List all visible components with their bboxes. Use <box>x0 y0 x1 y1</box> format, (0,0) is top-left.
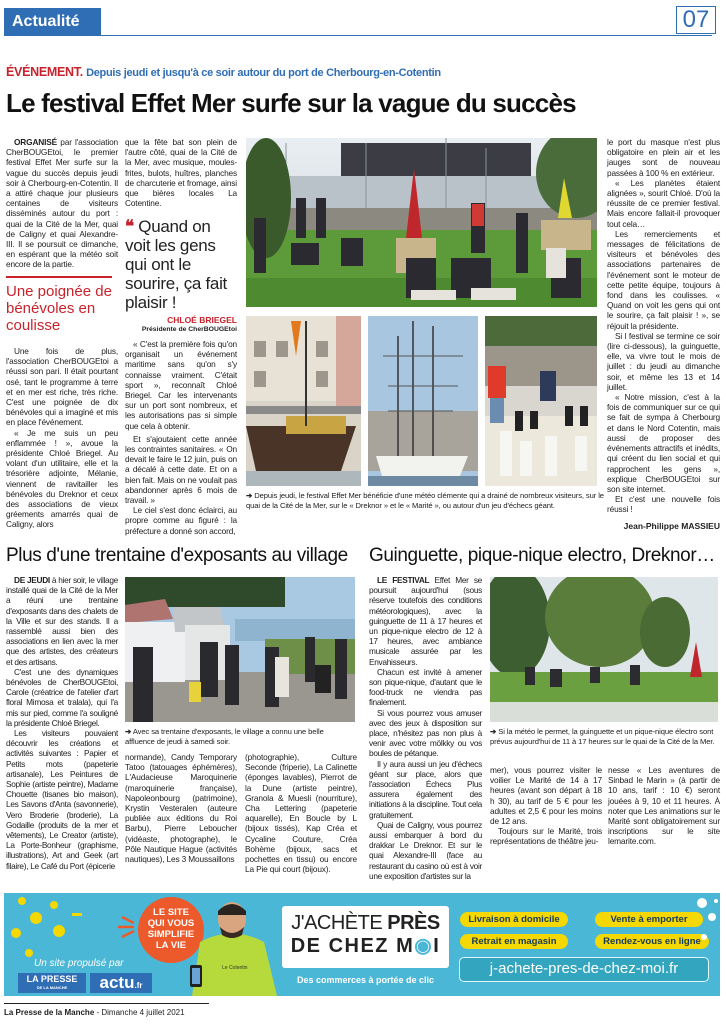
propulse-text: Un site propulsé par <box>34 958 124 969</box>
festival-crowd-photo <box>246 138 597 307</box>
village-title: Plus d'une trentaine d'exposants au village <box>6 545 348 566</box>
brand-text: DE CHEZ M <box>290 935 415 957</box>
brand-line1 <box>282 912 449 934</box>
paragraph: Toujours sur le Marité, trois représentations de théâtre jeu- <box>490 826 602 847</box>
quote-role: Présidente de CherBOUGEtoi <box>141 326 237 333</box>
footer <box>4 1008 185 1017</box>
man-with-phone-illustration <box>182 897 282 996</box>
badge-line: LA VIE <box>155 940 187 951</box>
paragraph: Si vous pourrez vous amuser avec des jeux à disposition sur place, n'hésitez pas non plus à venir avec votre mölkky ou vos boules de pétanque. <box>369 707 482 759</box>
quote-text: Quand on voit les gens qui ont le sourire, ça fait plaisir ! <box>125 217 227 312</box>
lead-word: ORGANISÉ <box>14 137 58 147</box>
main-col1 <box>6 346 118 530</box>
subhead-rule <box>6 276 112 278</box>
service-pill: Livraison à domicile <box>460 912 568 927</box>
logo-tld: .fr <box>134 981 143 990</box>
issue-date: Dimanche 4 juillet 2021 <box>101 1008 185 1017</box>
village-col2 <box>125 752 237 864</box>
paragraph: nesse « Les aventures de Sinbad le Marin » (à partir de 10 ans, tarif : 10 €) seront jouées à 9, 10 et 11 heures. À noter que Les animations sur le Marité sont obligatoirement sur inscriptions sur le site lemarite.com. <box>608 765 720 847</box>
paragraph: Les visiteurs pouvaient découvrir les créations et activités suivantes : Papier et Petits mots (papeterie artisanale), Les Peintures de Sophie (artiste peintre), Madame Chouette (tisanes bio maison), Les Savons d'Anta (savonnerie), Vero Broderie (broderie), La Godaille (produits de la mer et vêtements), Le Creator (artiste), La Porte-Bonheur (graphisme, illustrations), Art and Geek (art filaire), Le Café du Port (épicerie <box>6 728 118 871</box>
logo-text: actu <box>99 973 135 992</box>
headline: Le festival Effet Mer surfe sur la vague du succès <box>6 88 576 118</box>
confetti-icon <box>694 895 720 955</box>
byline: Jean-Philippe MASSIEU <box>623 521 720 531</box>
paragraph: « Les planètes étaient alignées », sourit Chloé. D'où la réussite de ce premier festival. Mais encore fallait-il provoquer tout cela… <box>607 177 720 229</box>
brand-line2 <box>282 934 449 958</box>
section-rubric: Actualité <box>4 8 101 36</box>
guinguette-col1 <box>369 575 482 881</box>
brand-text: J'ACHÈTE <box>291 912 388 934</box>
lead-text: par l'association CherBOUGEtoi, le premier festival Effet Mer surfe sur la vague du succès depuis jeudi soir à Cherbourg-en-Cotentin. Il a attiré chaque jour plusieurs centaines de visiteurs disséminés autour du port : quai de la Cité de la Mer, quai de Caligny et quai Alexandre-III. Il se poursuit ce dimanche, en espérant que la météo soit encore de la partie. <box>6 137 118 270</box>
village-col3 <box>245 752 357 874</box>
paragraph: Les remerciements et messages de félicitations de visiteurs et bénévoles des associations partenaires de l'événement sont le moteur de cette petite équipe, toujours à fond dans les coulisses. « Quand on voit les gens qui ont le sourire, ça fait plaisir ! », se réjouit la présidente. <box>607 228 720 331</box>
logo-text: LA PRESSE <box>26 974 78 984</box>
village-col1 <box>6 575 118 871</box>
footer-rule <box>4 1003 209 1004</box>
paragraph: « Je me suis un peu enflammée ! », avoue la présidente Chloé Briegel. Au volant d'un utilitaire, elle et la trésorière adjointe, Mélanie, viennent de ravitailler les bénévoles du Dreknor et ceux des associations de vieux gréements amarrés quai de Caligny, alors <box>6 427 118 530</box>
service-pill: Rendez-vous en ligne <box>595 934 709 949</box>
badge-line: QUI VOUS <box>147 918 195 929</box>
arrow-right-icon: ➔ <box>490 727 497 736</box>
village-caption <box>125 727 355 747</box>
paragraph: C'est une des dynamiques bénévoles de CherBOUGEtoi, Carole (créatrice de l'atelier d'art floral Mimosa et tralala), qui l'a mis sur pied, comme l'a souligné la présidente Chloé Briegel. <box>6 666 118 728</box>
caption-text: Si la météo le permet, la guinguette et un pique-nique électro sont prévus aujourd'hui de 11 à 17 heures sur le quai de la Cité de la Mer. <box>490 727 715 746</box>
ad-banner[interactable] <box>4 893 720 996</box>
caption-text: Avec sa trentaine d'exposants, le village a connu une belle affluence de jeudi à samedi soir. <box>125 727 324 746</box>
badge-line: SIMPLIFIE <box>147 929 195 940</box>
rubric-rule <box>4 35 712 36</box>
paragraph: le port du masque n'est plus obligatoire en plein air et les jauges sont de nouveau passées à 100 % en extérieur. <box>607 137 720 178</box>
logo-subtext: DE LA MANCHE <box>36 985 68 990</box>
lead-text: Effet Mer se poursuit aujourd'hui (sous réserve toutefois des conditions météorologiques), avec la guinguette de 11 à 17 heures et un pique-nique electro de 12 à 17 heures, avec ambiance musicale assurée par les Envahisseurs. <box>369 575 482 667</box>
burst-lines-icon <box>116 915 138 939</box>
lead-text: à hier soir, le village installé quai de la Cité de la Mer a réuni une trentaine d'exposants dans des chalets de la Ville et sur des stands. Il a rassemblé aussi bien des associations en lien avec la mer que des artistes, des créateurs et des artisans. <box>6 575 118 667</box>
giant-chess-photo <box>485 316 597 486</box>
guinguette-title: Guinguette, pique-nique electro, Dreknor… <box>369 545 715 566</box>
dreknor-photo <box>246 316 361 486</box>
village-photo <box>125 577 355 722</box>
brand-box <box>282 906 449 968</box>
actu-logo <box>90 973 152 993</box>
kicker-label: ÉVÉNEMENT. <box>6 65 83 79</box>
guinguette-col2 <box>490 765 602 847</box>
paragraph: « Notre mission, c'est à la fois de communiquer sur ce qui se fait de sympa à Cherbourg et dans le Nord Cotentin, mais aussi de proposer des événements attractifs et inédits, qui créent du lien social et qui rapprochent les gens », explique CherBOUGEtoi sur son site internet. <box>607 392 720 494</box>
badge-line: LE SITE <box>153 907 189 918</box>
lead-word: LE FESTIVAL <box>377 575 430 585</box>
paragraph: Si l festival se termine ce soir (lire ci-dessous), la guinguette, elle, va vivre tout le mois de juillet : du jeudi au dimanche soir, et même les 13 et 14 juillet. <box>607 330 720 392</box>
main-col5 <box>607 137 720 515</box>
guinguette-col3 <box>608 765 720 847</box>
kicker <box>6 65 441 79</box>
arrow-right-icon: ➔ <box>246 491 253 500</box>
quote-mark-icon: ❝ <box>125 217 134 236</box>
paragraph: que la fête bat son plein de l'autre côté, quai de la Cité de la Mer, avec musique, moules-frites, bulots, huîtres, planches de charcuterie et fromage, ainsi que bières locales La Cotentine. <box>125 137 237 209</box>
confetti-icon <box>4 893 94 963</box>
paragraph: Et c'est une nouvelle fois réussi ! <box>607 494 720 515</box>
ad-tagline: Des commerces à portée de clic <box>296 975 435 985</box>
service-pill: Retrait en magasin <box>460 934 568 949</box>
lead-word: DE JEUDI <box>14 575 50 585</box>
subhead: Une poignée de bénévoles en coulisse <box>6 283 112 334</box>
pull-quote <box>125 217 240 312</box>
paragraph: Le ciel s'est donc éclairci, au propre comme au figuré : la préfecture a donné son accord, <box>125 505 237 536</box>
paper-name: La Presse de la Manche <box>4 1008 95 1017</box>
paragraph: « C'est la première fois qu'on organisait un événement maritime sans qu'on s'y connaisse vraiment. C'était sport », reconnaît Chloé Briegel. Car les intervenants sur un port sont nombreux, et les autorisations pas si simple que cela à obtenir. <box>125 339 237 431</box>
paragraph: Chacun est invité à amener son pique-nique, d'autant que le food-truck ne viendra pas finalement. <box>369 666 482 708</box>
paragraph: Il y aura aussi un jeu d'échecs géant sur place, alors que l'association Échecs Plus assurera également des initiations à la discipline. Tout cela gratuitement. <box>369 758 482 820</box>
service-pill: Vente à emporter <box>595 912 703 927</box>
map-pin-icon: ◉ <box>414 935 434 957</box>
paragraph: Une fois de plus, l'association CherBOUGEtoi a réussi son pari. Il était pourtant osé, tant le programme à terre et en mer est riche, très riche. C'est une poignée de dix bénévoles qui a imaginé et mis en place l'événement. <box>6 346 118 428</box>
page-number: 07 <box>676 6 716 34</box>
paragraph: normande), Candy Temporary Tatoo (tatouages éphémères), L'Audacieuse Maroquinerie (maroquinerie française), Napoleonbourg (patrimoine), Krystin Vesteralen (auteure publiée aux éditions du Roi Barbu), Pierre Leboucher (vidéaste, photographe), le Pôle Nautique Hague (activités nautiques), Les 3 Moussaillons <box>125 752 237 865</box>
paragraph: Quai de Caligny, vous pourrez aussi embarquer à bord du drakkar Le Dreknor. Et sur le quai Alexandre-III (face au restaurant du casino où est à voir une exposition d'artistes sur la <box>369 819 482 881</box>
marite-photo <box>368 316 478 486</box>
brand-text: I <box>433 935 441 957</box>
ad-url-button[interactable]: j-achete-pres-de-chez-moi.fr <box>459 957 709 982</box>
arrow-right-icon: ➔ <box>125 727 132 736</box>
main-col2-top <box>125 137 237 208</box>
brand-text-bold: PRÈS <box>387 912 440 934</box>
quote-author: CHLOÉ BRIEGEL <box>167 315 237 325</box>
main-col2 <box>125 339 237 536</box>
la-presse-logo <box>18 973 86 993</box>
paragraph: mer), vous pourrez visiter le voilier Le Marité de 14 à 17 heures (avant son départ à 18 h 30), au tarif de 5 € pour les adultes et 2,5 € pour les moins de 12 ans. <box>490 765 602 827</box>
main-photo-caption <box>246 491 606 511</box>
paragraph: Et s'ajoutaient cette année les contraintes sanitaires. « On devait le faire le 12 juin, puis on a décalé à cette date. Et on a bien fait. Mais on ne voulait pas abandonner après 6 mois de travail. » <box>125 433 237 506</box>
main-lead <box>6 137 118 270</box>
hoodie-text: Le Cotentin <box>222 965 248 971</box>
kicker-text: Depuis jeudi et jusqu'à ce soir autour du port de Cherbourg-en-Cotentin <box>86 67 441 79</box>
separator: - <box>94 1008 102 1017</box>
paragraph: (photographie), Culture Seconde (friperie), La Calinette (éponges lavables), Pierrot de la Dune (artiste peintre), Granola & Muesli (nourriture), Cha Lettering (papeterie aquarelle), En Boucle by L (bijoux tissés), Kap Créa et Cycaline Couture, Créa Bohème (bijoux, sacs et pochettes en tissu) ou encore La Pie qui court (bijoux). <box>245 752 357 875</box>
guinguette-caption <box>490 727 720 747</box>
guinguette-photo <box>490 577 718 722</box>
caption-text: Depuis jeudi, le festival Effet Mer bénéficie d'une météo clémente qui a drainé de nombreux visiteurs, sur le quai de la Cité de la Mer, sur le « Dreknor » et le « Marité », ou autour d'un jeu d'échecs géant. <box>246 491 604 510</box>
